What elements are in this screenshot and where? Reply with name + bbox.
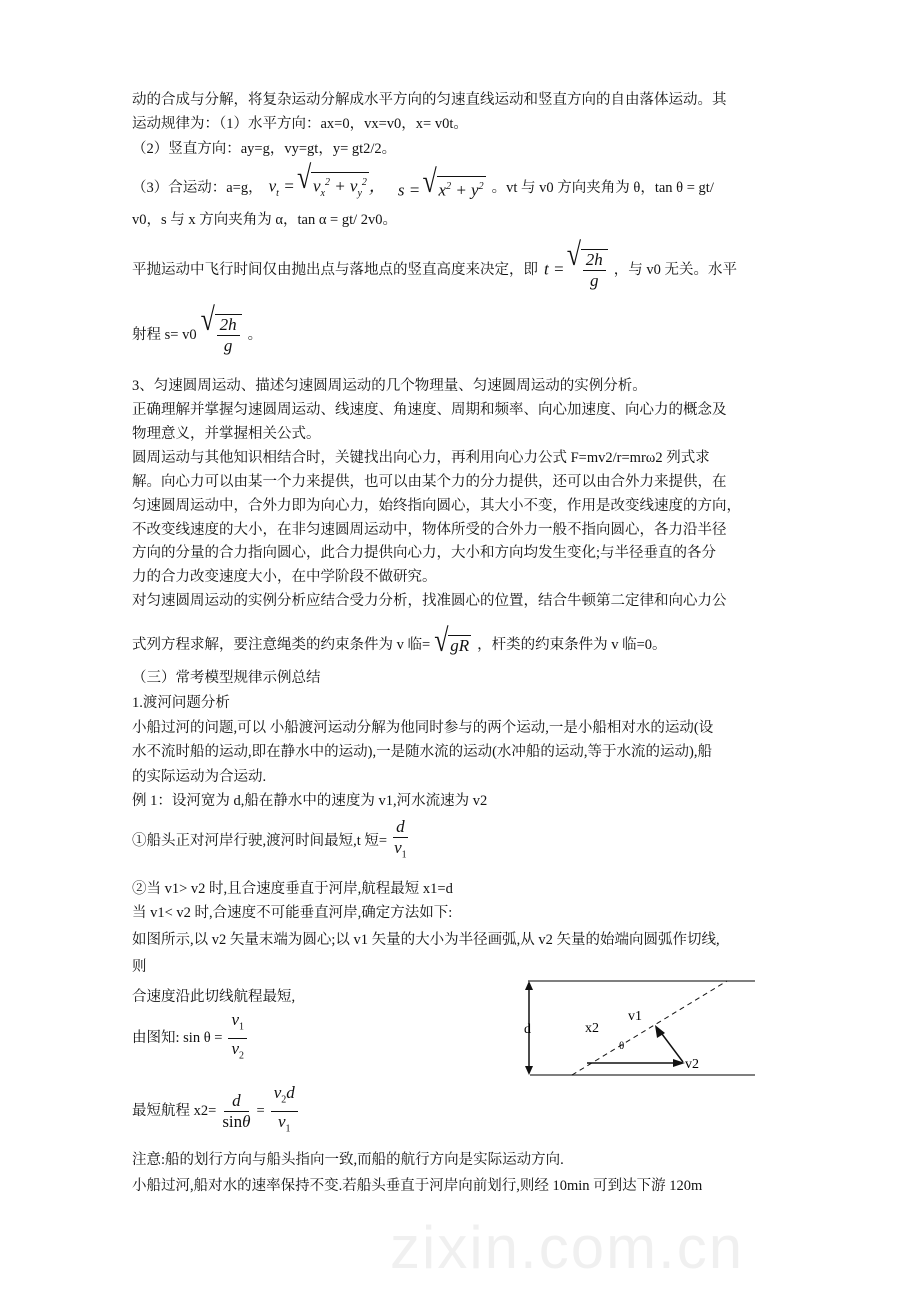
formula-range: √ $\frac{2h}{g}$ <box>203 314 242 356</box>
text-line: 力的合力改变速度大小，在中学阶段不做研究。 <box>132 569 437 585</box>
v1-vector <box>659 1030 683 1062</box>
text: = <box>256 1103 265 1119</box>
formula-t: t = √ $\frac{2h}{g}$ <box>544 249 608 291</box>
text-line: 小船过河,船对水的速率保持不变.若船头垂直于河岸向前划行,则经 10min 可到达下游 120m <box>132 1178 703 1194</box>
text-line <box>132 310 262 360</box>
sym: gR <box>450 635 470 655</box>
watermark: zixin.com.cn <box>390 1214 745 1281</box>
text-line: （2）竖直方向：ay=g，vy=gt，y= gt2/2。 <box>132 141 397 157</box>
text-line: 则 <box>132 959 147 975</box>
label-v1: v1 <box>628 1009 642 1024</box>
text: 。vt 与 v0 方向夹角为 θ，tan θ = gt/ <box>491 180 714 196</box>
text-line <box>132 170 714 206</box>
text-line <box>132 244 737 296</box>
sym: v <box>268 176 277 196</box>
text: 式列方程求解，要注意绳类的约束条件为 v 临= <box>132 637 431 653</box>
arrow-head <box>525 981 533 990</box>
text-line: 圆周运动与其他知识相结合时，关键找出向心力，再利用向心力公式 F=mv2/r=mrω2 列式求 <box>132 450 710 466</box>
text-line <box>132 630 667 660</box>
sym: v <box>349 176 358 196</box>
text-line: 如图所示,以 v2 矢量末端为圆心;以 v1 矢量的大小为半径画弧,从 v2 矢量的始端向圆弧作切线, <box>132 932 720 948</box>
sym: 2 <box>324 176 330 188</box>
label-v2: v2 <box>685 1057 699 1072</box>
text-line: 水不流时船的运动,即在静水中的运动),一是随水流的运动(水冲船的运动,等于水流的运动),船 <box>132 744 712 760</box>
text: 最短航程 x2= <box>132 1103 217 1119</box>
label-x2: x2 <box>585 1021 599 1036</box>
text-line: 方向的分量的合力指向圆心，此合力提供向心力，大小和方向均发生变化;与半径垂直的各分 <box>132 545 717 561</box>
sym: sin <box>222 1111 243 1131</box>
text: ，杆类的约束条件为 v 临=0。 <box>477 637 667 653</box>
formula-sin: $\frac{v_1}{v_2}$ <box>228 1010 247 1066</box>
text: ①船头正对河岸行驶,渡河时间最短,t 短= <box>132 833 388 849</box>
text-line: 注意:船的划行方向与船头指向一致,而船的航行方向是实际运动方向. <box>132 1152 564 1168</box>
text: 。 <box>247 327 263 343</box>
arrow-head <box>673 1059 685 1067</box>
text-line <box>132 818 414 864</box>
formula-x2: $\frac{d}{\sin\theta}$ <box>222 1090 251 1131</box>
text: 平抛运动中飞行时间仅由抛出点与落地点的竖直高度来决定，即 <box>132 262 538 278</box>
text-line: 1.渡河问题分析 <box>132 695 230 711</box>
sym: √ 2h <box>583 250 606 271</box>
text-line: 3、匀速圆周运动、描述匀速圆周运动的几个物理量、匀速圆周运动的实例分析。 <box>132 378 647 394</box>
text: （3）合运动：a=g， <box>132 180 263 196</box>
river-crossing-diagram <box>515 975 760 1080</box>
formula-vt: $v_t$ = √ $v_x^2 + v_y^2$ ， <box>269 172 386 204</box>
text-line: 动的合成与分解，将复杂运动分解成水平方向的匀速直线运动和竖直方向的自由落体运动。其 <box>132 92 727 108</box>
text-line: v0，s 与 x 方向夹角为 α，tan α = gt/ 2v0。 <box>132 212 398 228</box>
text-line: 解。向心力可以由某一个力来提供，也可以由某个力的分力提供，还可以由合外力来提供，在 <box>132 474 727 490</box>
text-line: 的实际运动为合运动. <box>132 769 267 785</box>
text-line: 对匀速圆周运动的实例分析应结合受力分析，找准圆心的位置，结合牛顿第二定律和向心力公 <box>132 593 727 609</box>
formula-s: s = √ $x^2 + y^2$ <box>398 176 486 201</box>
text-line <box>132 1010 253 1062</box>
formula-gR <box>436 635 471 656</box>
text-line <box>132 1083 304 1136</box>
sym: θ <box>242 1111 251 1131</box>
sym: t <box>276 188 279 200</box>
arrow-head <box>525 1066 533 1075</box>
sym: d <box>393 817 408 838</box>
sym: v <box>312 176 321 196</box>
text-line: 不改变线速度的大小，在非匀速圆周运动中，物体所受的合外力一般不指向圆心，各力沿半径 <box>132 522 727 538</box>
sym: g <box>589 271 599 290</box>
text-line: 小船过河的问题,可以 小船渡河运动分解为他同时参与的两个运动,一是小船相对水的运动(设 <box>132 720 714 736</box>
text-line: 合速度沿此切线航程最短, <box>132 989 296 1005</box>
formula-t-short: $\frac{d}{v_1}$ <box>394 816 407 861</box>
label-theta: θ <box>619 1040 625 1052</box>
text: 射程 s= v0 <box>132 327 197 343</box>
text-line: 正确理解并掌握匀速圆周运动、线速度、角速度、周期和频率、向心加速度、向心力的概念及 <box>132 402 727 418</box>
text-line: 运动规律为：（1）水平方向：ax=0，vx=v0，x= v0t。 <box>132 116 468 132</box>
sym: = <box>283 176 295 196</box>
text-line: ②当 v1> v2 时,且合速度垂直于河岸,航程最短 x1=d <box>132 881 453 897</box>
text-line: 物理意义，并掌握相关公式。 <box>132 426 321 442</box>
text-line: 匀速圆周运动中，合外力即为向心力，始终指向圆心，其大小不变，作用是改变线速度的方向， <box>132 498 741 514</box>
sym: s <box>397 180 405 200</box>
text: 由图知: sin θ = <box>132 1030 223 1046</box>
label-d: d <box>524 1022 531 1037</box>
text: ，与 v0 无关。水平 <box>613 262 737 278</box>
text-line: 当 v1< v2 时,合速度不可能垂直河岸,确定方法如下: <box>132 905 453 921</box>
text-line: （三）常考模型规律示例总结 <box>132 670 321 686</box>
formula-x2b: $\frac{v_2d}{v_1}$ <box>271 1083 298 1139</box>
text-line: 例 1：设河宽为 d,船在静水中的速度为 v1,河水流速为 v2 <box>132 793 488 809</box>
